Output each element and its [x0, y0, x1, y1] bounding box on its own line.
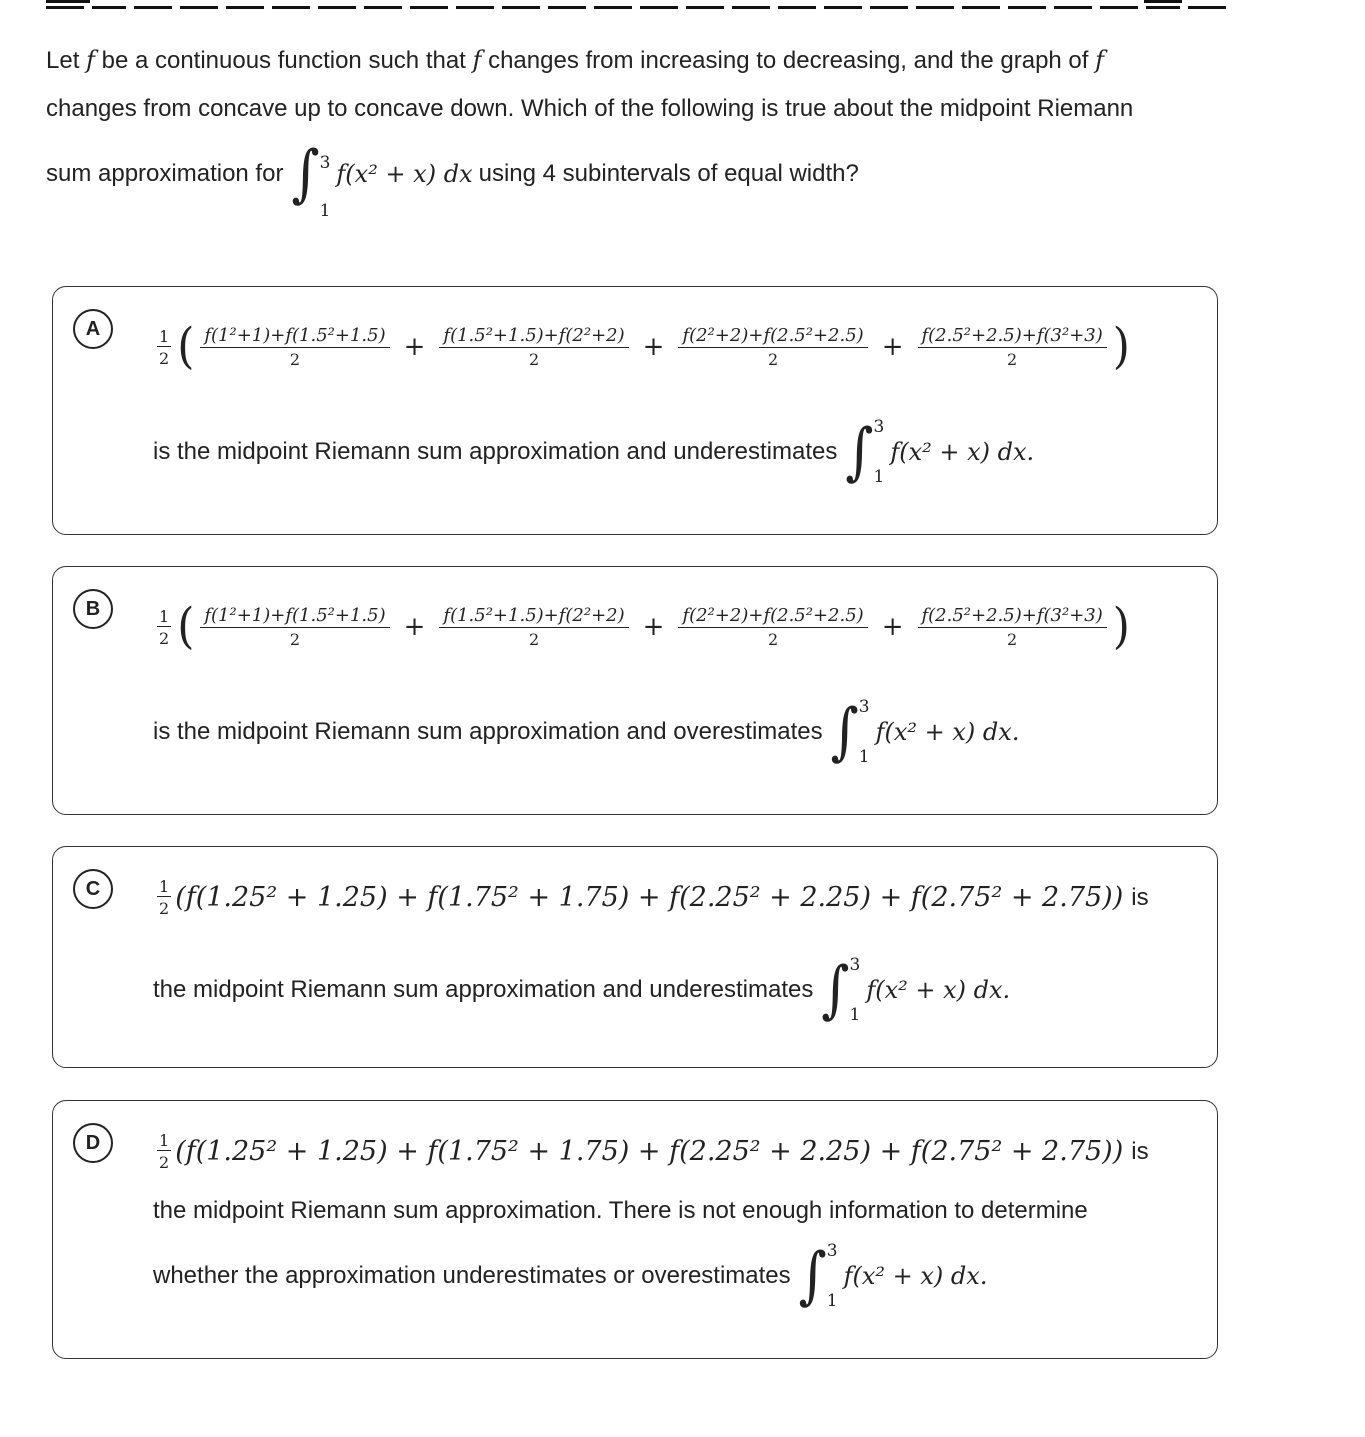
question-integral: ∫ 3 1 f(x² + x) dx	[291, 137, 473, 221]
choice-d[interactable]	[52, 1100, 1218, 1359]
choice-c-text: the midpoint Riemann sum approximation and underestimates ∫ 3 1 f(x² + x) dx.	[153, 953, 1011, 1026]
top-divider	[46, 0, 1226, 10]
question-line-1: Let f be a continuous function such that f changes from increasing to decreasing, and the graph of f	[46, 46, 1105, 74]
choice-a-integral: ∫ 3 1 f(x² + x) dx.	[845, 415, 1035, 488]
question-line-2: changes from concave up to concave down. Which of the following is true about the midpoint Riemann	[46, 95, 1134, 122]
choice-d-integral: ∫ 3 1 f(x² + x) dx.	[798, 1239, 988, 1312]
choice-b[interactable]	[52, 566, 1218, 815]
choice-c-expression: $\frac{1}{2}$ (f(1.25² + 1.25) + f(1.75² + 1.75) + f(2.25² + 2.25) + f(2.75² + 2.75)) is	[159, 877, 1149, 918]
choice-b-letter-badge[interactable]: B	[73, 589, 113, 629]
choice-d-expression: $\frac{1}{2}$ (f(1.25² + 1.25) + f(1.75² + 1.75) + f(2.25² + 2.25) + f(2.75² + 2.75)) is	[159, 1131, 1149, 1172]
question-line-3: sum approximation for ∫ 3 1 f(x² + x) dx using 4 subintervals of equal width?	[46, 137, 859, 221]
choice-a[interactable]	[52, 286, 1218, 535]
question-stem	[46, 36, 1226, 221]
choice-c-integral: ∫ 3 1 f(x² + x) dx.	[821, 953, 1011, 1026]
choice-d-text-line-2: whether the approximation underestimates or overestimates ∫ 3 1 f(x² + x) dx.	[153, 1239, 988, 1312]
choice-d-letter-badge[interactable]: D	[73, 1123, 113, 1163]
choice-d-text-line-1: the midpoint Riemann sum approximation. There is not enough information to determine	[153, 1197, 1088, 1224]
choice-b-integral: ∫ 3 1 f(x² + x) dx.	[830, 695, 1020, 768]
choice-b-expression: $\frac{1}{2}$ ( $\frac{\text{f(1²+1)+f(1.5²+1.5)}}{2}$ + $\frac{\text{f(1.5²+1.5)+f(2²+2)}}{2}$ + $\frac{\text{f(2²+2)+f(2.5²+2.5)}}{2}$ + $\frac{\text{f(2.5²+2.5)+f(3²+3)}}{2}$ )	[159, 598, 1130, 655]
choice-a-expression: $\frac{1}{2}$ ( $\frac{\text{f(1²+1)+f(1.5²+1.5)}}{2}$ + $\frac{\text{f(1.5²+1.5)+f(2²+2)}}{2}$ + $\frac{\text{f(2²+2)+f(2.5²+2.5)}}{2}$ + $\frac{\text{f(2.5²+2.5)+f(3²+3)}}{2}$ )	[159, 318, 1130, 375]
choice-b-text: is the midpoint Riemann sum approximation and overestimates ∫ 3 1 f(x² + x) dx.	[153, 695, 1020, 768]
choice-a-letter-badge[interactable]: A	[73, 309, 113, 349]
choice-c-letter-badge[interactable]: C	[73, 869, 113, 909]
choice-c[interactable]	[52, 846, 1218, 1068]
choice-a-text: is the midpoint Riemann sum approximation and underestimates ∫ 3 1 f(x² + x) dx.	[153, 415, 1035, 488]
